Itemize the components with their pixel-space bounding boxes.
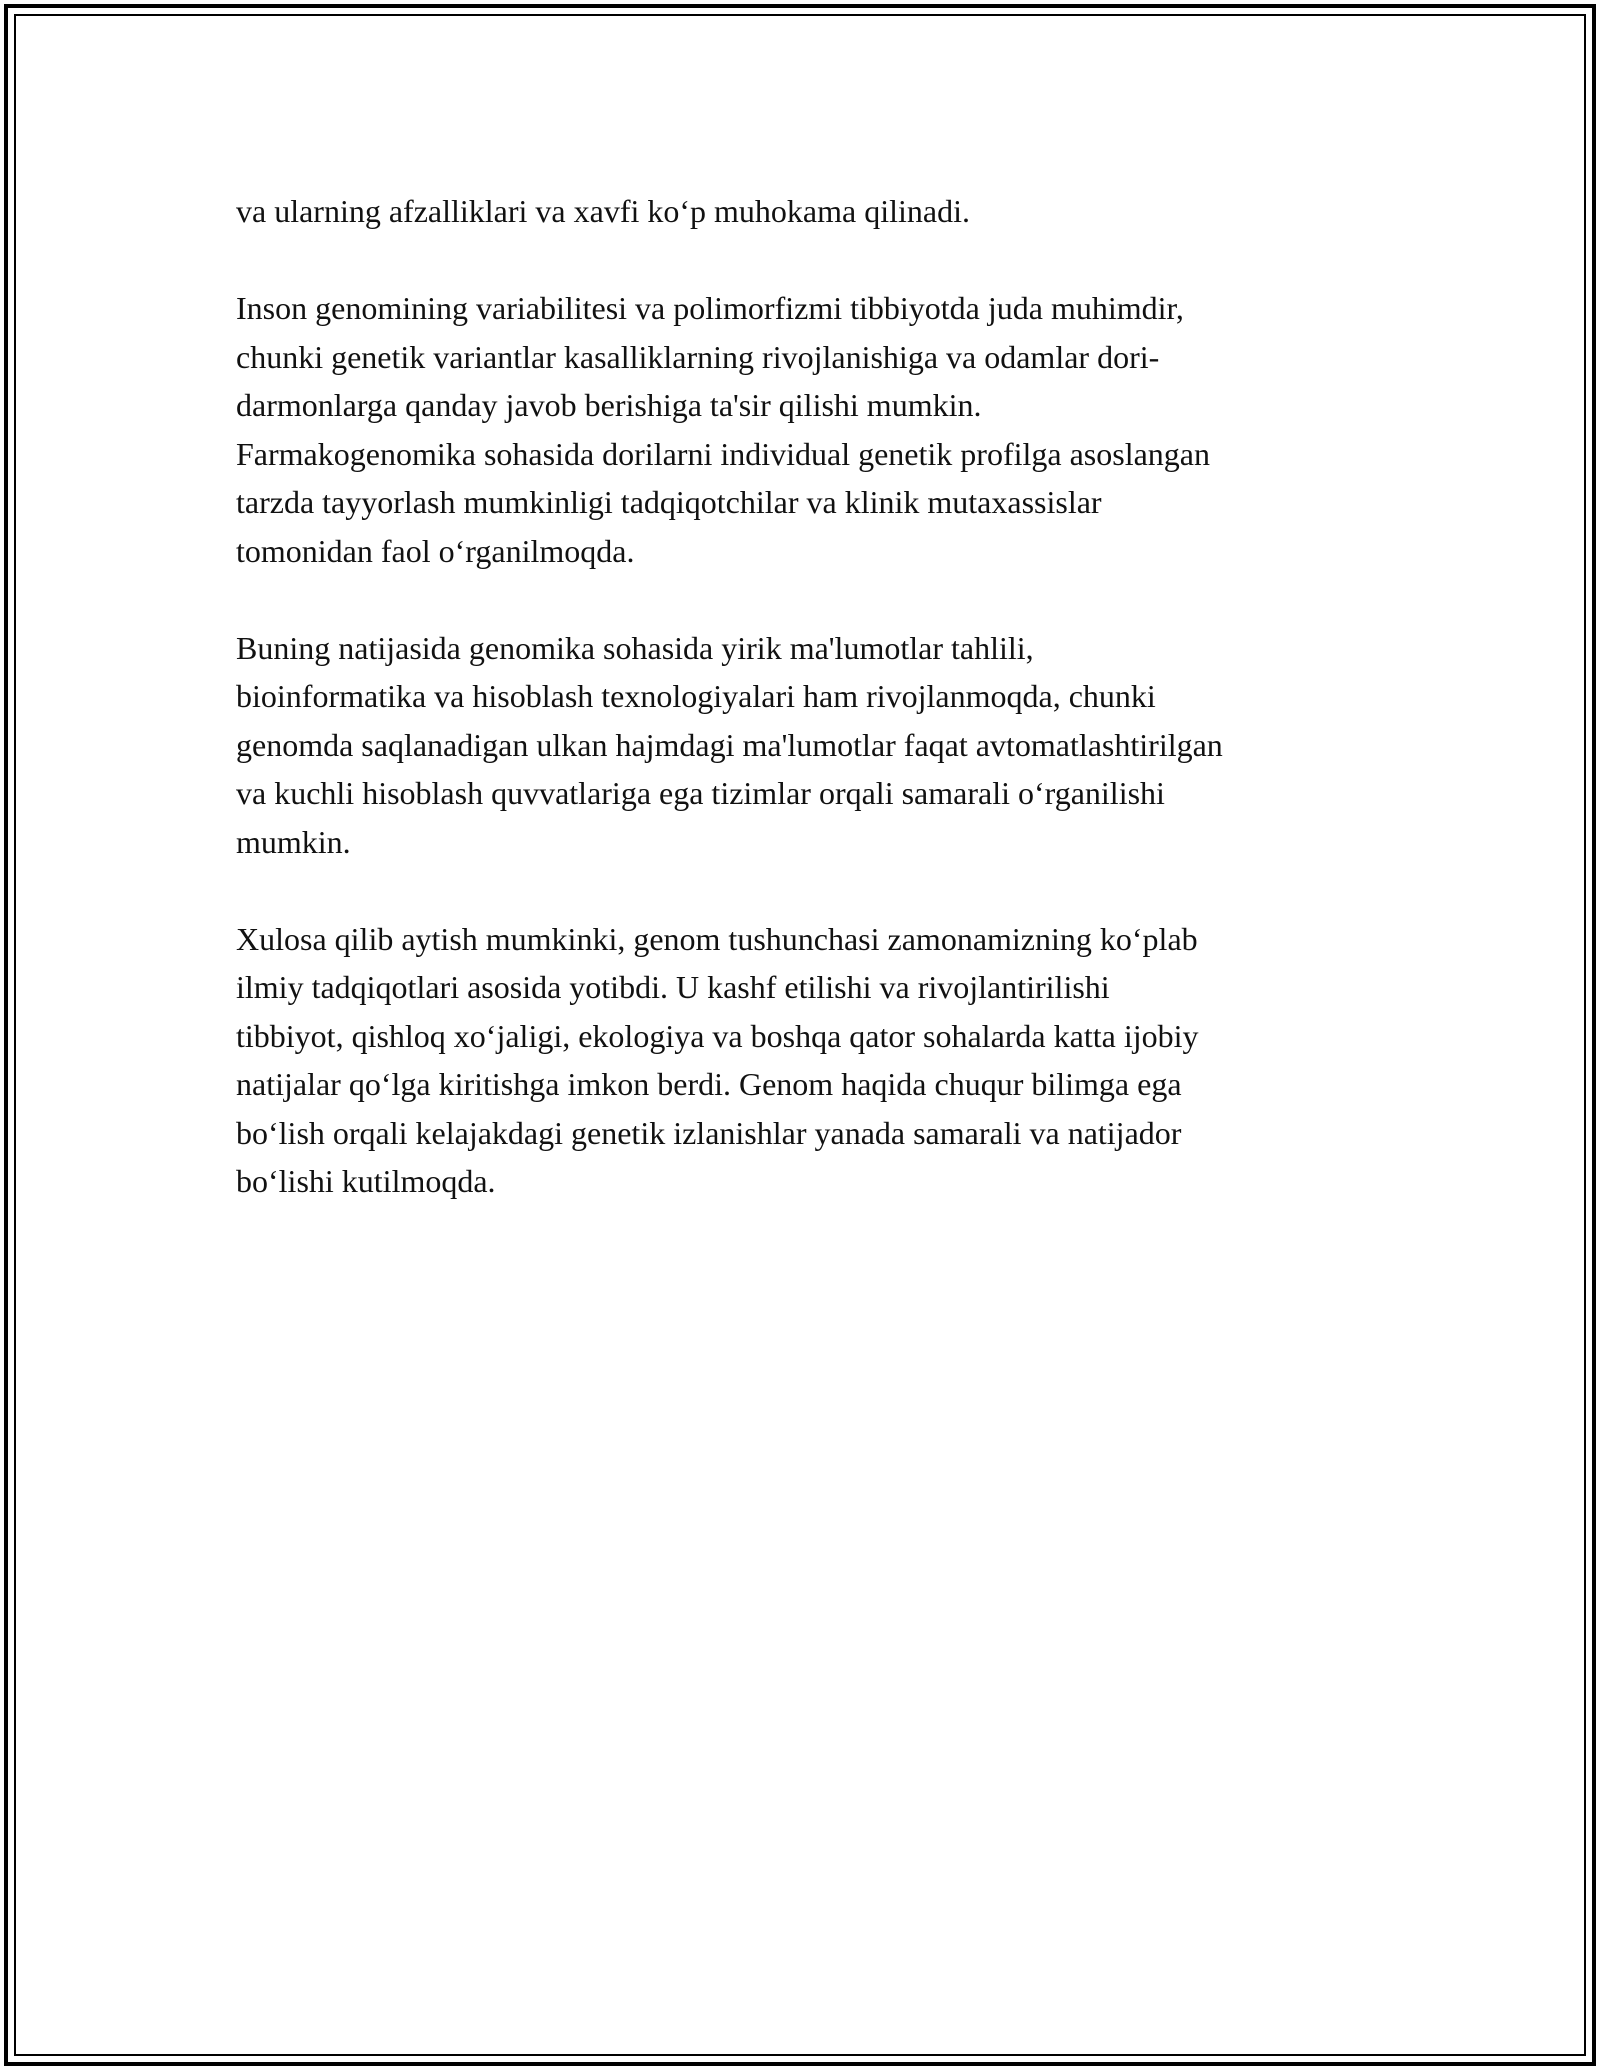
paragraph-1: va ularning afzalliklari va xavfi ko‘p muhokama qilinadi. [236,193,970,229]
document-body [236,187,1386,1254]
paragraph-2: Inson genomining variabilitesi va polimorfizmi tibbiyotda juda muhimdir, chunki genetik variantlar kasalliklarning rivojlanishiga va odamlar dori- darmonlarga qanday javob berishiga ta'sir qilishi mumkin. Farmakogenomika sohasida dorilarni individual genetik profilga asoslangan tarzda tayyorlash mumkinligi tadqiqotchilar va klinik mutaxassislar tomonidan faol o‘rganilmoqda. [236,290,1210,569]
paragraph-4: Xulosa qilib aytish mumkinki, genom tushunchasi zamonamizning ko‘plab ilmiy tadqiqotlari asosida yotibdi. U kashf etilishi va rivojlantirilishi tibbiyot, qishloq xo‘jaligi, ekologiya va boshqa qator sohalarda katta ijobiy natijalar qo‘lga kiritishga imkon berdi. Genom haqida chuqur bilimga ega bo‘lish orqali kelajakdagi genetik izlanishlar yanada samarali va natijador bo‘lishi kutilmoqda. [236,920,1199,1199]
paragraph-3: Buning natijasida genomika sohasida yirik ma'lumotlar tahlili, bioinformatika va hisoblash texnologiyalari ham rivojlanmoqda, chunki genomda saqlanadigan ulkan hajmdagi ma'lumotlar faqat avtomatlashtirilgan va kuchli hisoblash quvvatlariga ega tizimlar orqali samarali o‘rganilishi mumkin. [236,629,1223,860]
